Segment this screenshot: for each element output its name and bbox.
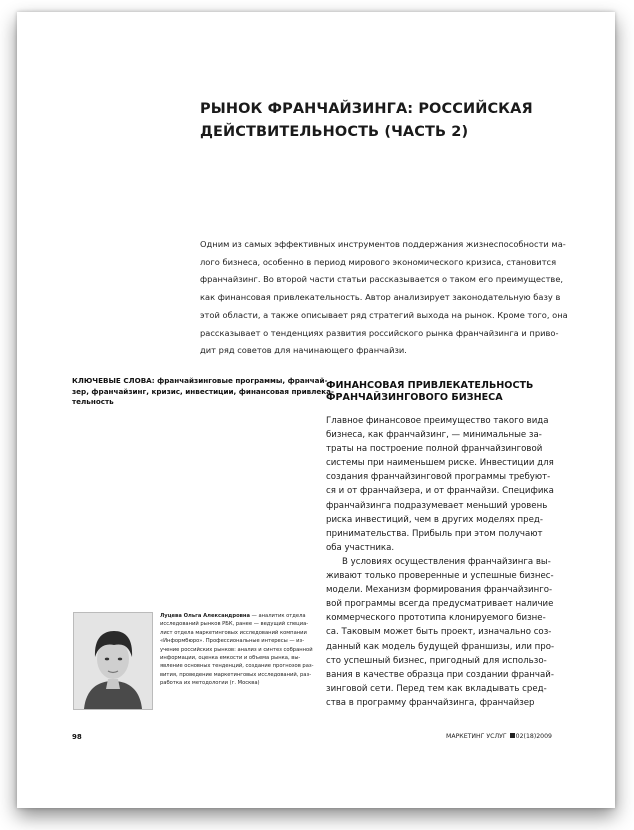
author-bio-line: явление основных тенденций, создание прогнозов раз- — [160, 663, 314, 670]
body-line: данный как модель будущей франшизы, или про- — [326, 641, 555, 652]
section-heading-line: ФРАНЧАЙЗИНГОВОГО БИЗНЕСА — [326, 392, 503, 404]
keywords-line — [72, 376, 328, 387]
author-bio-line: учение российских рынков: анализ и синтез собранной — [160, 646, 313, 653]
author-bio-line — [160, 612, 320, 620]
keywords-line — [72, 397, 312, 408]
body-line: са. Таковым может быть проект, изначально соз- — [326, 627, 552, 638]
author-name: Луцева Ольга Александровна — [160, 613, 250, 619]
journal-footer — [446, 733, 552, 740]
body-line: ства в программу франчайзинга, франчайзер — [326, 697, 535, 708]
body-line: риска инвестиций, чем в других моделях пред- — [326, 514, 543, 525]
author-bio-line: лист отдела маркетинговых исследований компании — [160, 629, 307, 636]
lead-line: этой области, а также описывает ряд стратегий выхода на рынок. Кроме того, она — [200, 309, 568, 320]
body-line: бизнеса, как франчайзинг, — минимальные за- — [326, 430, 542, 441]
lead-line: франчайзинг. Во второй части статьи рассказывается о таком его преимуществе, — [200, 274, 564, 285]
body-line: Главное финансовое преимущество такого вида — [326, 416, 549, 426]
keywords-text: зер, франчайзинг, кризис, инвестиции, финансовая привлека- — [72, 386, 335, 396]
author-photo — [73, 612, 153, 710]
lead-line: как финансовая привлекательность. Автор анализирует законодательную базу в — [200, 292, 561, 303]
body-line: вания в качестве образца при создании франчай- — [326, 669, 554, 680]
article-title — [200, 98, 560, 144]
journal-issue: 02(18)2009 — [515, 733, 552, 740]
body-line: траты на построение полной франчайзинговой — [326, 444, 543, 455]
keywords-label: КЛЮЧЕВЫЕ СЛОВА: — [72, 376, 155, 385]
author-bio-text: — аналитик отдела — [250, 613, 306, 619]
article-lead — [200, 236, 568, 360]
lead-line: Одним из самых эффективных инструментов поддержания жизнеспособности ма- — [200, 239, 566, 249]
body-line: зинговой сети. Перед тем как вкладывать сред- — [326, 683, 547, 694]
body-line: ся и от франчайзера, и от франчайзи. Специфика — [326, 486, 554, 497]
keywords-block — [72, 376, 335, 408]
lead-line: рассказывает о тенденциях развития российского рынка франчайзинга и приво- — [200, 327, 559, 338]
section-heading — [326, 380, 576, 405]
keywords-text: франчайзинговые программы, франчай- — [154, 376, 328, 385]
body-line: живают только проверенные и успешные бизнес- — [326, 571, 554, 582]
body-line: В условиях осуществления франчайзинга вы- — [342, 556, 551, 567]
section-heading-line: ФИНАНСОВАЯ ПРИВЛЕКАТЕЛЬНОСТЬ — [326, 379, 534, 391]
body-line: создания франчайзинговой программы требуют- — [326, 472, 551, 483]
body-line: модели. Механизм формирования франчайзинго- — [326, 585, 553, 596]
author-portrait — [74, 613, 152, 709]
keywords-line — [72, 386, 335, 398]
author-bio-line: исследований рынков РБК, ранее — ведущий специа- — [160, 621, 309, 628]
body-line: коммерческого прототипа клонируемого бизне- — [326, 613, 546, 624]
author-bio-line: информации, оценка емкости и объема рынка, вы- — [160, 655, 301, 662]
title-line: РЫНОК ФРАНЧАЙЗИНГА: РОССИЙСКАЯ — [200, 101, 533, 117]
section-body — [326, 414, 566, 710]
author-bio-line: «Информбюро». Профессиональные интересы — из- — [160, 638, 305, 645]
square-icon — [510, 733, 515, 738]
body-line: принимательства. Прибыль при этом получают — [326, 528, 543, 539]
page-number: 98 — [72, 733, 82, 741]
body-line: системы при наименьшем риске. Инвестиции для — [326, 458, 554, 469]
lead-line: лого бизнеса, особенно в период мирового экономического кризиса, становится — [200, 256, 557, 267]
body-line: вой программы всегда предусматривает наличие — [326, 599, 554, 610]
lead-line: дит ряд советов для начинающего франчайзи. — [200, 345, 407, 356]
keywords-text: тельность — [72, 397, 114, 406]
author-bio — [160, 612, 320, 688]
body-line: оба участника. — [326, 542, 395, 553]
body-line: франчайзинга подразумевает меньший уровень — [326, 500, 548, 511]
body-line: сто успешный бизнес, пригодный для использо- — [326, 655, 547, 666]
author-bio-line: вития, проведение маркетинговых исследований, раз- — [160, 671, 312, 678]
title-line: ДЕЙСТВИТЕЛЬНОСТЬ (ЧАСТЬ 2) — [200, 124, 469, 140]
author-bio-line: работка их методологии (г. Москва) — [160, 680, 260, 687]
journal-name: МАРКЕТИНГ УСЛУГ — [446, 733, 507, 740]
